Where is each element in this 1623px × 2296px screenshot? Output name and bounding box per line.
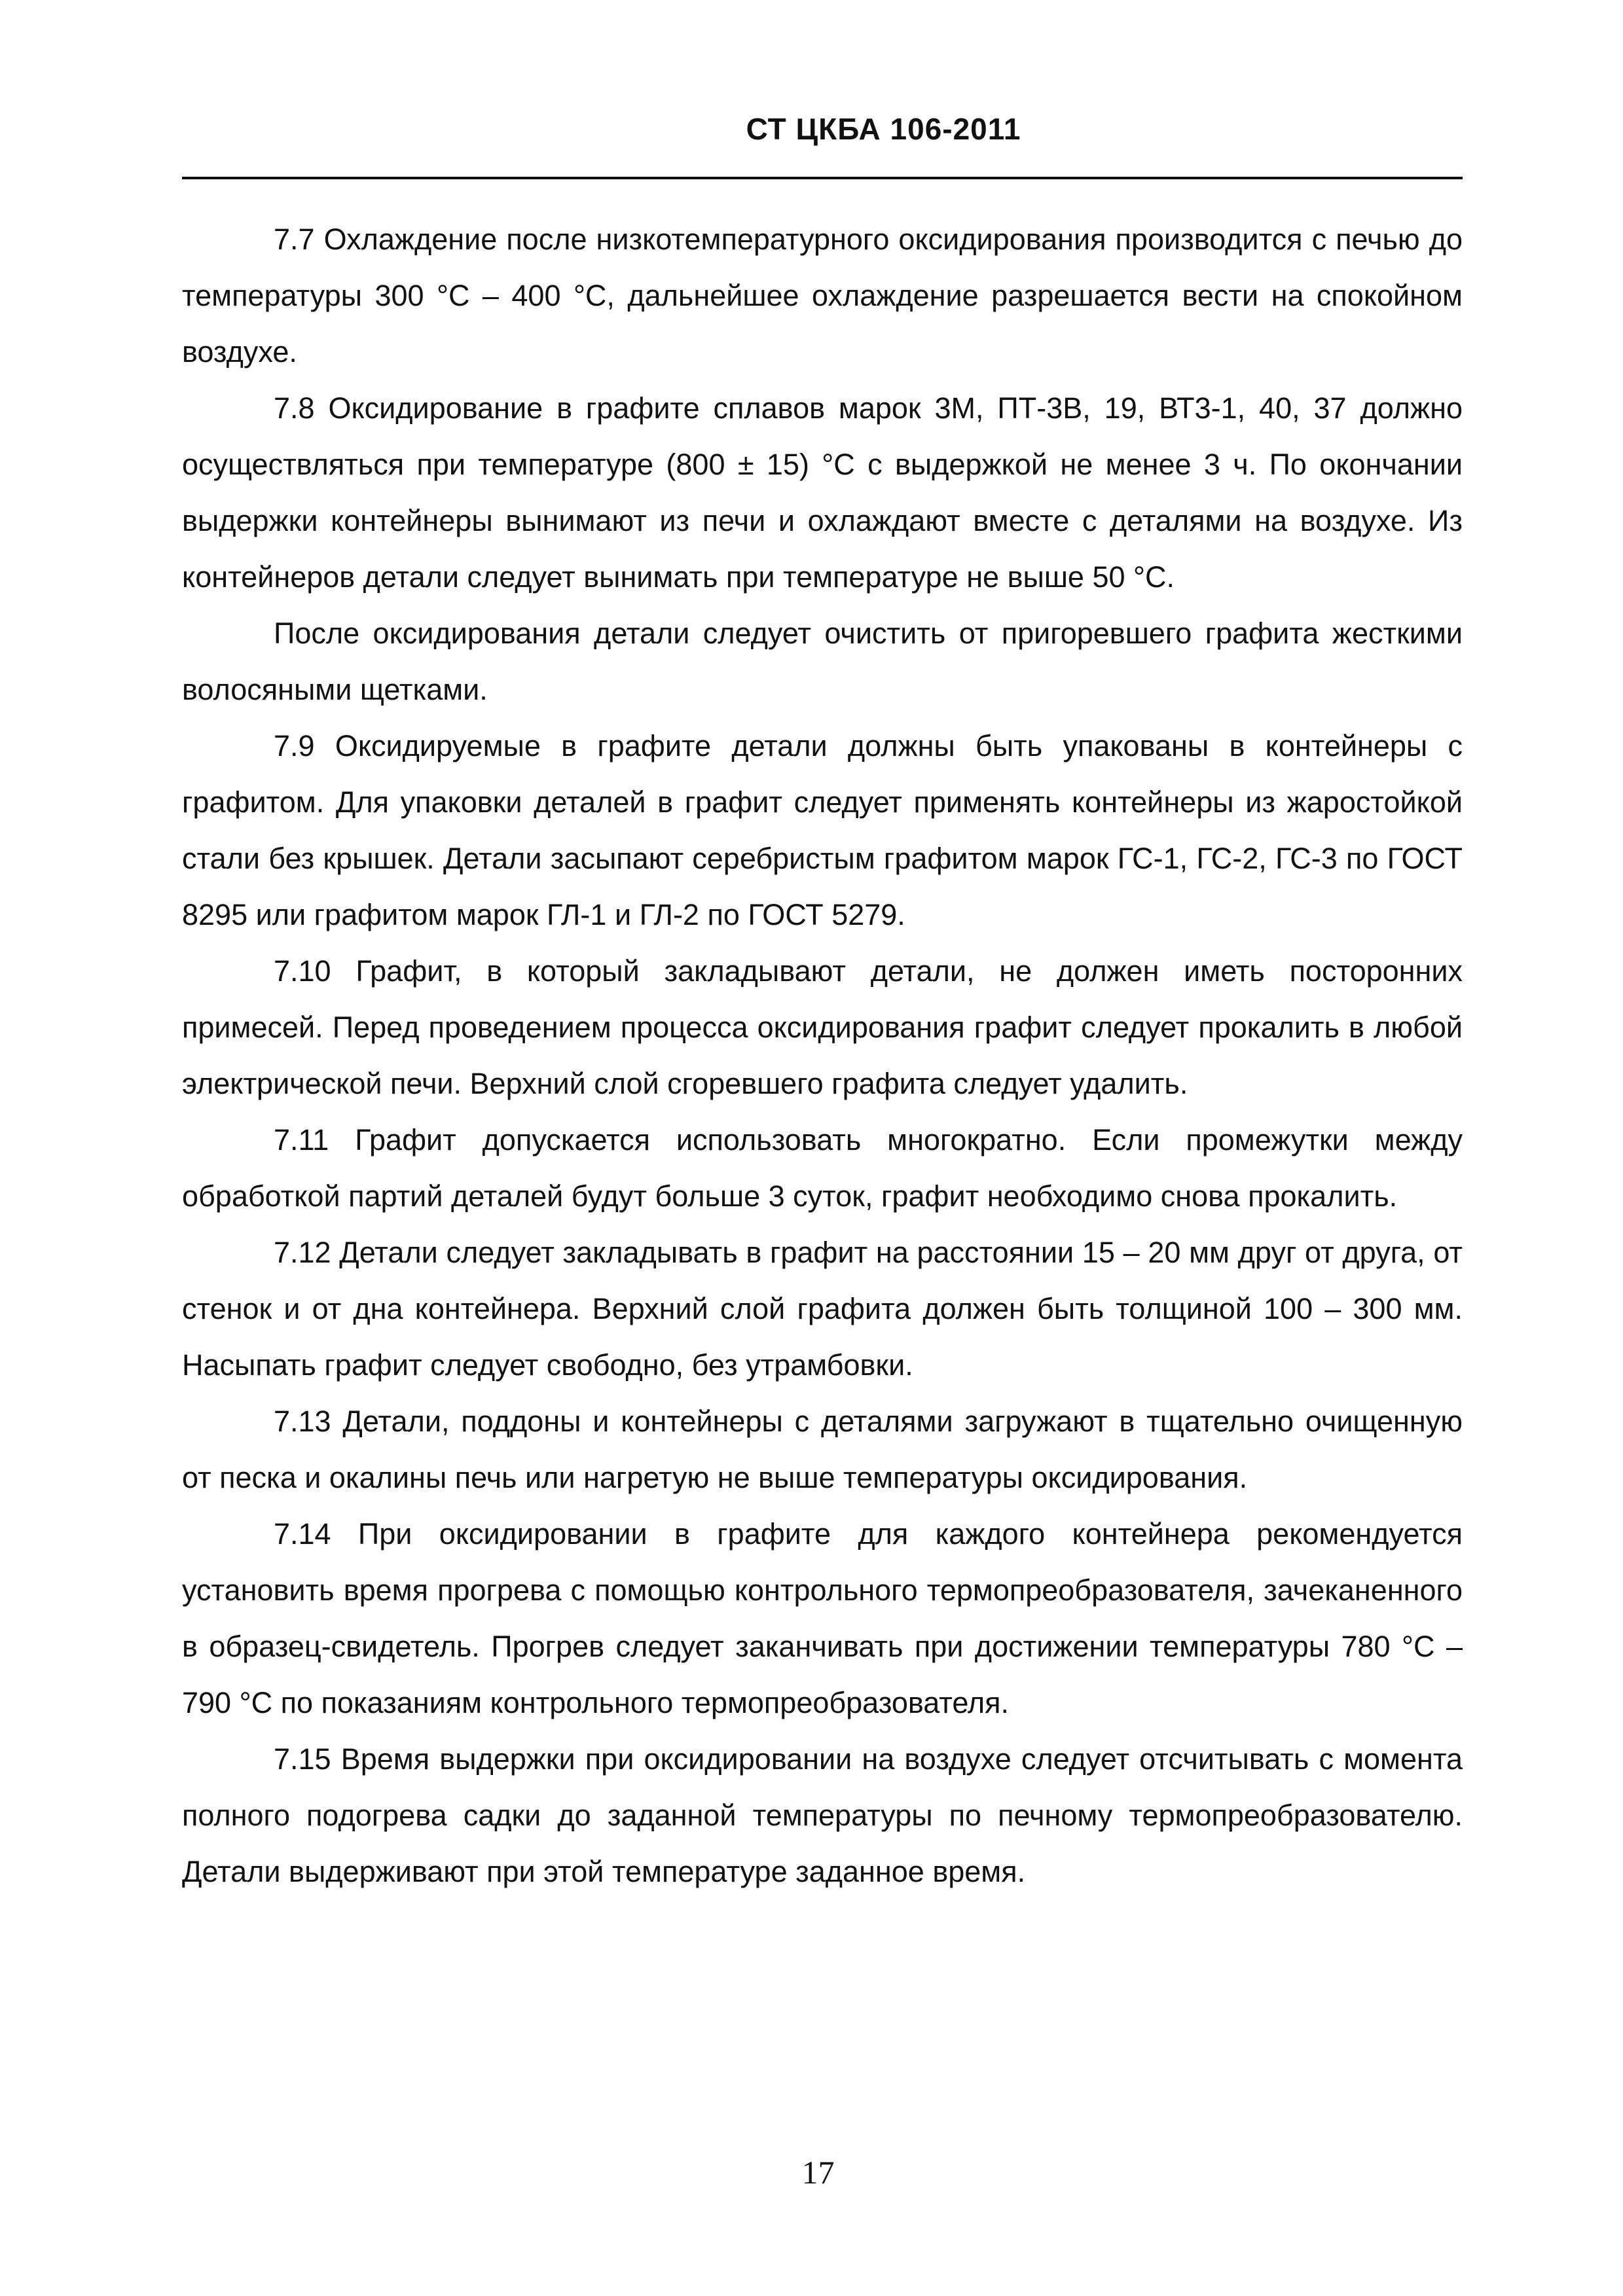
paragraph-7-12: 7.12 Детали следует закладывать в графит на расстоянии 15 – 20 мм друг от друга, от стенок и от дна контейнера. Верхний слой графита должен быть толщиной 100 – 300 мм. Насыпать графит следует свободно, без утрамбовки. (182, 1236, 1463, 1382)
document-header-title: СТ ЦКБА 106-2011 (746, 112, 1021, 146)
paragraph-7-15: 7.15 Время выдержки при оксидировании на воздухе следует отсчитывать с момента полного подогрева садки до заданной температуры по печному термопреобразователю. Детали выдерживают при этой температуре заданное время. (182, 1742, 1463, 1888)
paragraph-7-9: 7.9 Оксидируемые в графите детали должны быть упакованы в контейнеры с графитом. Для упаковки деталей в графит следует применять контейнеры из жаростойкой стали без крышек. Детали засыпают серебристым графитом марок ГС-1, ГС-2, ГС-3 по ГОСТ 8295 или графитом марок ГЛ-1 и ГЛ-2 по ГОСТ 5279. (182, 729, 1463, 931)
paragraph-7-13: 7.13 Детали, поддоны и контейнеры с деталями загружают в тщательно очищенную от песка и окалины печь или нагретую не выше температуры оксидирования. (182, 1405, 1463, 1494)
paragraph-7-11: 7.11 Графит допускается использовать многократно. Если промежутки между обработкой партий деталей будут больше 3 суток, графит необходимо снова прокалить. (182, 1123, 1463, 1213)
paragraph-7-14: 7.14 При оксидировании в графите для каждого контейнера рекомендуется установить время прогрева с помощью контрольного термопреобразователя, зачеканенного в образец-свидетель. Прогрев следует заканчивать при достижении температуры 780 °С – 790 °С по показаниям контрольного термопреобразователя. (182, 1517, 1463, 1719)
paragraph-7-10: 7.10 Графит, в который закладывают детали, не должен иметь посторонних примесей. Перед проведением процесса оксидирования графит следует прокалить в любой электрической печи. Верхний слой сгоревшего графита следует удалить. (182, 954, 1463, 1100)
page-number: 17 (801, 2154, 835, 2191)
paragraph-7-8-cleaning: После оксидирования детали следует очистить от пригоревшего графита жесткими волосяными щетками. (182, 617, 1463, 706)
paragraph-7-7: 7.7 Охлаждение после низкотемпературного оксидирования производится с печью до температуры 300 °С – 400 °С, дальнейшее охлаждение разрешается вести на спокойном воздухе. (182, 223, 1463, 368)
document-body (182, 211, 1463, 1900)
header-divider (182, 177, 1463, 179)
paragraph-7-8: 7.8 Оксидирование в графите сплавов марок 3М, ПТ-3В, 19, ВТ3-1, 40, 37 должно осуществляться при температуре (800 ± 15) °С с выдержкой не менее 3 ч. По окончании выдержки контейнеры вынимают из печи и охлаждают вместе с деталями на воздухе. Из контейнеров детали следует вынимать при температуре не выше 50 °С. (182, 391, 1463, 594)
